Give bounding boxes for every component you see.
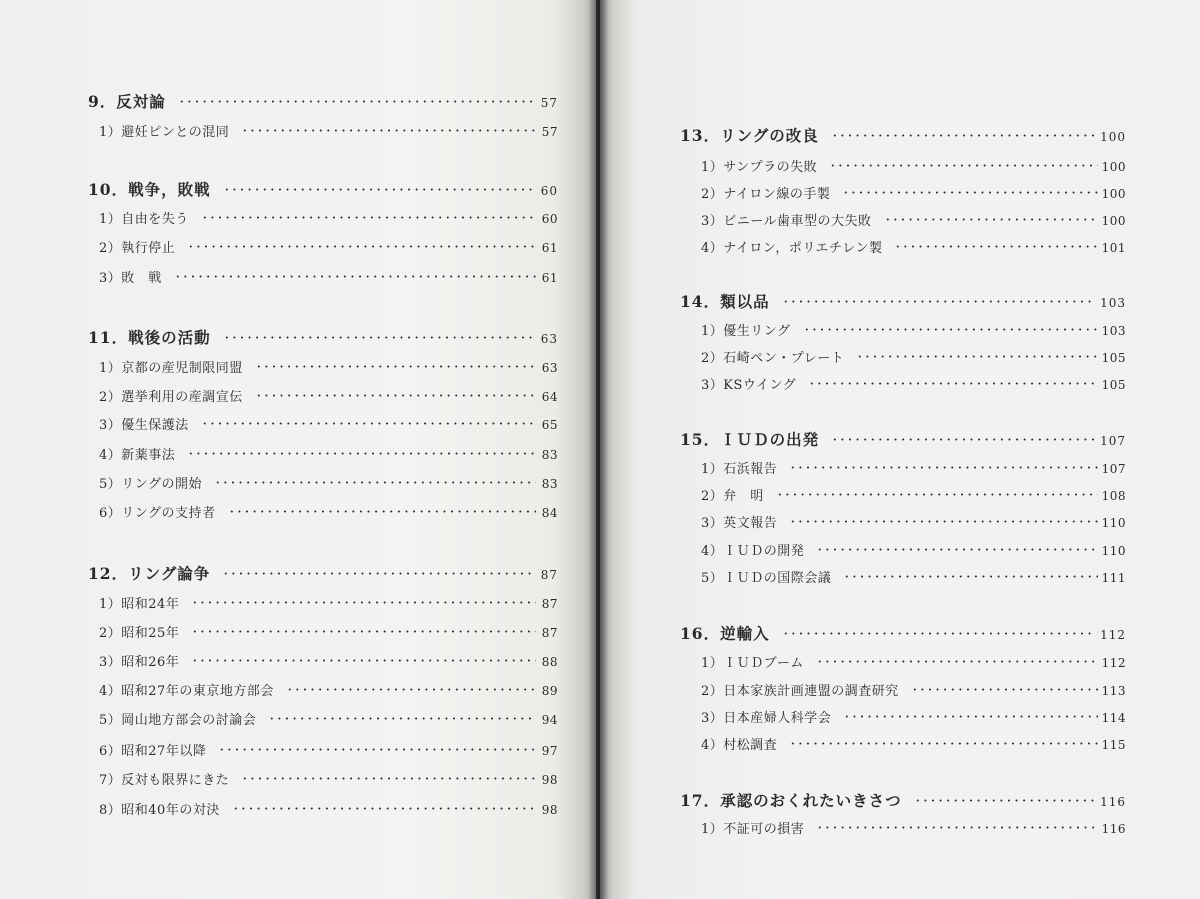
toc-title: 3）昭和26年 bbox=[99, 655, 180, 670]
toc-page-number: 87 bbox=[540, 568, 558, 582]
toc-title: 1）石浜報告 bbox=[701, 462, 778, 477]
toc-entry bbox=[701, 734, 1126, 753]
toc-title: 2）選挙利用の産調宣伝 bbox=[99, 390, 243, 405]
dot-leader bbox=[789, 520, 1097, 523]
dot-leader bbox=[201, 216, 536, 219]
dot-leader bbox=[782, 300, 1097, 303]
toc-entry bbox=[701, 680, 1126, 699]
toc-section-11 bbox=[88, 326, 558, 348]
toc-page-number: 63 bbox=[541, 361, 558, 375]
dot-leader bbox=[191, 630, 536, 633]
toc-title: 10．戦争，敗戦 bbox=[88, 180, 211, 199]
toc-title: 15．ＩＵＤの出発 bbox=[680, 430, 820, 449]
dot-leader bbox=[178, 100, 536, 103]
toc-page-number: 112 bbox=[1100, 628, 1126, 642]
toc-page-number: 114 bbox=[1101, 711, 1126, 725]
dot-leader bbox=[187, 452, 536, 455]
toc-title: 5）ＩＵＤの国際会議 bbox=[701, 571, 832, 586]
toc-page-number: 112 bbox=[1101, 656, 1126, 670]
toc-section-12 bbox=[88, 562, 558, 584]
toc-title: 8）昭和40年の対決 bbox=[99, 803, 220, 818]
toc-page-number: 105 bbox=[1101, 378, 1126, 392]
toc-title: 2）日本家族計画連盟の調査研究 bbox=[701, 684, 899, 699]
toc-entry bbox=[701, 485, 1126, 504]
toc-entry bbox=[701, 347, 1126, 366]
toc-section-13 bbox=[680, 124, 1126, 146]
toc-page-number: 60 bbox=[541, 212, 558, 226]
dot-leader bbox=[842, 191, 1097, 194]
toc-entry bbox=[99, 709, 558, 728]
toc-page-number: 105 bbox=[1101, 351, 1126, 365]
dot-leader bbox=[789, 466, 1097, 469]
toc-page-number: 110 bbox=[1101, 516, 1126, 530]
dot-leader bbox=[223, 188, 536, 191]
toc-title: 2）執行停止 bbox=[99, 241, 176, 256]
dot-leader bbox=[255, 394, 536, 397]
toc-entry bbox=[99, 651, 558, 670]
toc-page-number: 116 bbox=[1100, 795, 1126, 809]
toc-title: 4）ＩＵＤの開発 bbox=[701, 544, 805, 559]
toc-title: 14．類以品 bbox=[680, 292, 770, 311]
toc-entry bbox=[99, 473, 558, 492]
toc-title: 11．戦後の活動 bbox=[88, 328, 211, 347]
toc-section-14 bbox=[680, 290, 1126, 312]
toc-page-number: 83 bbox=[541, 448, 558, 462]
dot-leader bbox=[191, 601, 536, 604]
toc-page-number: 57 bbox=[540, 96, 558, 110]
dot-leader bbox=[286, 688, 536, 691]
dot-leader bbox=[241, 129, 536, 132]
toc-title: 1）昭和24年 bbox=[99, 597, 180, 612]
toc-page-number: 83 bbox=[541, 477, 558, 491]
toc-entry bbox=[99, 237, 558, 256]
toc-page-number: 100 bbox=[1101, 187, 1126, 201]
toc-page-number: 94 bbox=[541, 713, 558, 727]
toc-page-number: 57 bbox=[541, 125, 558, 139]
toc-entry bbox=[99, 740, 558, 759]
toc-entry bbox=[701, 183, 1126, 202]
toc-title: 16．逆輸入 bbox=[680, 624, 770, 643]
toc-page-number: 98 bbox=[541, 803, 558, 817]
toc-title: 5）リングの開始 bbox=[99, 477, 203, 492]
toc-title: 13．リングの改良 bbox=[680, 126, 819, 145]
toc-title: 1）避妊ピンとの混同 bbox=[99, 125, 230, 140]
dot-leader bbox=[241, 777, 536, 780]
dot-leader bbox=[816, 826, 1097, 829]
toc-entry bbox=[99, 444, 558, 463]
toc-title: 6）リングの支持者 bbox=[99, 506, 216, 521]
toc-entry bbox=[701, 512, 1126, 531]
dot-leader bbox=[914, 799, 1097, 802]
toc-page-number: 60 bbox=[540, 184, 558, 198]
toc-entry bbox=[701, 652, 1126, 671]
dot-leader bbox=[223, 336, 536, 339]
toc-title: 1）自由を失う bbox=[99, 212, 189, 227]
toc-title: 4）ナイロン，ポリエチレン製 bbox=[701, 241, 883, 256]
dot-leader bbox=[816, 660, 1098, 663]
dot-leader bbox=[829, 164, 1097, 167]
dot-leader bbox=[803, 328, 1098, 331]
dot-leader bbox=[789, 742, 1097, 745]
toc-page-number: 115 bbox=[1101, 738, 1126, 752]
toc-section-15 bbox=[680, 428, 1126, 450]
dot-leader bbox=[782, 632, 1097, 635]
dot-leader bbox=[174, 275, 536, 278]
dot-leader bbox=[228, 510, 536, 513]
toc-title: 9．反対論 bbox=[88, 92, 166, 111]
toc-section-16 bbox=[680, 622, 1126, 644]
toc-entry bbox=[99, 680, 558, 699]
toc-title: 3）KSウイング bbox=[701, 378, 797, 393]
toc-page-number: 84 bbox=[541, 506, 558, 520]
toc-title: 1）京都の産児制限同盟 bbox=[99, 361, 243, 376]
toc-page-number: 116 bbox=[1101, 822, 1126, 836]
toc-entry bbox=[99, 267, 558, 286]
toc-entry bbox=[99, 799, 558, 818]
dot-leader bbox=[191, 659, 536, 662]
toc-page-number: 107 bbox=[1101, 462, 1126, 476]
dot-leader bbox=[843, 715, 1097, 718]
toc-entry bbox=[99, 502, 558, 521]
toc-page-number: 87 bbox=[541, 626, 558, 640]
toc-title: 1）ＩＵＤブーム bbox=[701, 656, 804, 671]
toc-page-number: 113 bbox=[1101, 684, 1126, 698]
toc-entry bbox=[701, 567, 1126, 586]
toc-section-10 bbox=[88, 178, 558, 200]
dot-leader bbox=[255, 365, 536, 368]
toc-page-number: 100 bbox=[1101, 214, 1126, 228]
toc-entry bbox=[701, 156, 1126, 175]
toc-section-17 bbox=[680, 789, 1126, 811]
toc-page-number: 100 bbox=[1100, 130, 1126, 144]
toc-page-number: 110 bbox=[1101, 544, 1126, 558]
right-page bbox=[600, 0, 1200, 899]
toc-title: 6）昭和27年以降 bbox=[99, 744, 207, 759]
dot-leader bbox=[831, 134, 1096, 137]
toc-title: 5）岡山地方部会の討論会 bbox=[99, 713, 257, 728]
toc-entry bbox=[701, 237, 1126, 256]
toc-entry bbox=[701, 540, 1126, 559]
toc-title: 12．リング論争 bbox=[88, 564, 211, 583]
toc-entry bbox=[701, 818, 1126, 837]
toc-page-number: 97 bbox=[541, 744, 558, 758]
toc-title: 1）サンプラの失敗 bbox=[701, 160, 818, 175]
dot-leader bbox=[201, 422, 536, 425]
toc-title: 2）弁 明 bbox=[701, 489, 764, 504]
toc-title: 3）ビニール歯車型の大失敗 bbox=[701, 214, 872, 229]
toc-entry bbox=[99, 593, 558, 612]
toc-page-number: 100 bbox=[1101, 160, 1126, 174]
dot-leader bbox=[214, 481, 536, 484]
toc-title: 1）優生リング bbox=[701, 324, 791, 339]
dot-leader bbox=[776, 493, 1098, 496]
toc-page-number: 61 bbox=[541, 271, 558, 285]
toc-entry bbox=[99, 386, 558, 405]
toc-title: 2）ナイロン線の手製 bbox=[701, 187, 831, 202]
toc-page-number: 108 bbox=[1101, 489, 1126, 503]
toc-entry bbox=[99, 208, 558, 227]
toc-page-number: 63 bbox=[540, 332, 558, 346]
dot-leader bbox=[232, 807, 536, 810]
toc-title: 3）英文報告 bbox=[701, 516, 778, 531]
toc-entry bbox=[701, 320, 1126, 339]
toc-page-number: 98 bbox=[541, 773, 558, 787]
toc-page-number: 64 bbox=[541, 390, 558, 404]
toc-section-9 bbox=[88, 90, 558, 112]
toc-entry bbox=[99, 414, 558, 433]
toc-page-number: 61 bbox=[541, 241, 558, 255]
toc-page-number: 111 bbox=[1101, 571, 1126, 585]
toc-title: 7）反対も限界にきた bbox=[99, 773, 230, 788]
toc-entry bbox=[701, 458, 1126, 477]
toc-title: 1）不証可の損害 bbox=[701, 822, 805, 837]
book-gutter bbox=[588, 0, 608, 899]
dot-leader bbox=[884, 218, 1098, 221]
dot-leader bbox=[268, 717, 536, 720]
toc-entry bbox=[701, 707, 1126, 726]
toc-title: 2）昭和25年 bbox=[99, 626, 180, 641]
toc-entry bbox=[99, 622, 558, 641]
dot-leader bbox=[856, 355, 1097, 358]
dot-leader bbox=[816, 548, 1097, 551]
toc-entry bbox=[99, 769, 558, 788]
toc-page-number: 88 bbox=[541, 655, 558, 669]
dot-leader bbox=[218, 748, 536, 751]
toc-page-number: 101 bbox=[1101, 241, 1126, 255]
toc-entry bbox=[701, 210, 1126, 229]
dot-leader bbox=[911, 688, 1098, 691]
toc-page-number: 103 bbox=[1100, 296, 1126, 310]
toc-title: 3）日本産婦人科学会 bbox=[701, 711, 832, 726]
toc-title: 4）昭和27年の東京地方部会 bbox=[99, 684, 274, 699]
toc-entry bbox=[99, 357, 558, 376]
toc-title: 4）村松調査 bbox=[701, 738, 778, 753]
toc-page-number: 89 bbox=[541, 684, 558, 698]
dot-leader bbox=[843, 575, 1097, 578]
toc-page-number: 103 bbox=[1101, 324, 1126, 338]
toc-title: 3）敗 戦 bbox=[99, 271, 162, 286]
toc-page-number: 87 bbox=[541, 597, 558, 611]
toc-entry bbox=[701, 374, 1126, 393]
toc-page-number: 107 bbox=[1100, 434, 1126, 448]
toc-title: 2）石崎ペン・プレート bbox=[701, 351, 845, 366]
dot-leader bbox=[808, 382, 1097, 385]
toc-entry bbox=[99, 121, 558, 140]
toc-title: 3）優生保護法 bbox=[99, 418, 189, 433]
dot-leader bbox=[894, 245, 1097, 248]
left-page bbox=[0, 0, 596, 899]
dot-leader bbox=[222, 572, 536, 575]
toc-page-number: 65 bbox=[541, 418, 558, 432]
dot-leader bbox=[831, 438, 1096, 441]
toc-title: 4）新薬事法 bbox=[99, 448, 176, 463]
dot-leader bbox=[187, 245, 536, 248]
toc-title: 17．承認のおくれたいきさつ bbox=[680, 791, 902, 810]
